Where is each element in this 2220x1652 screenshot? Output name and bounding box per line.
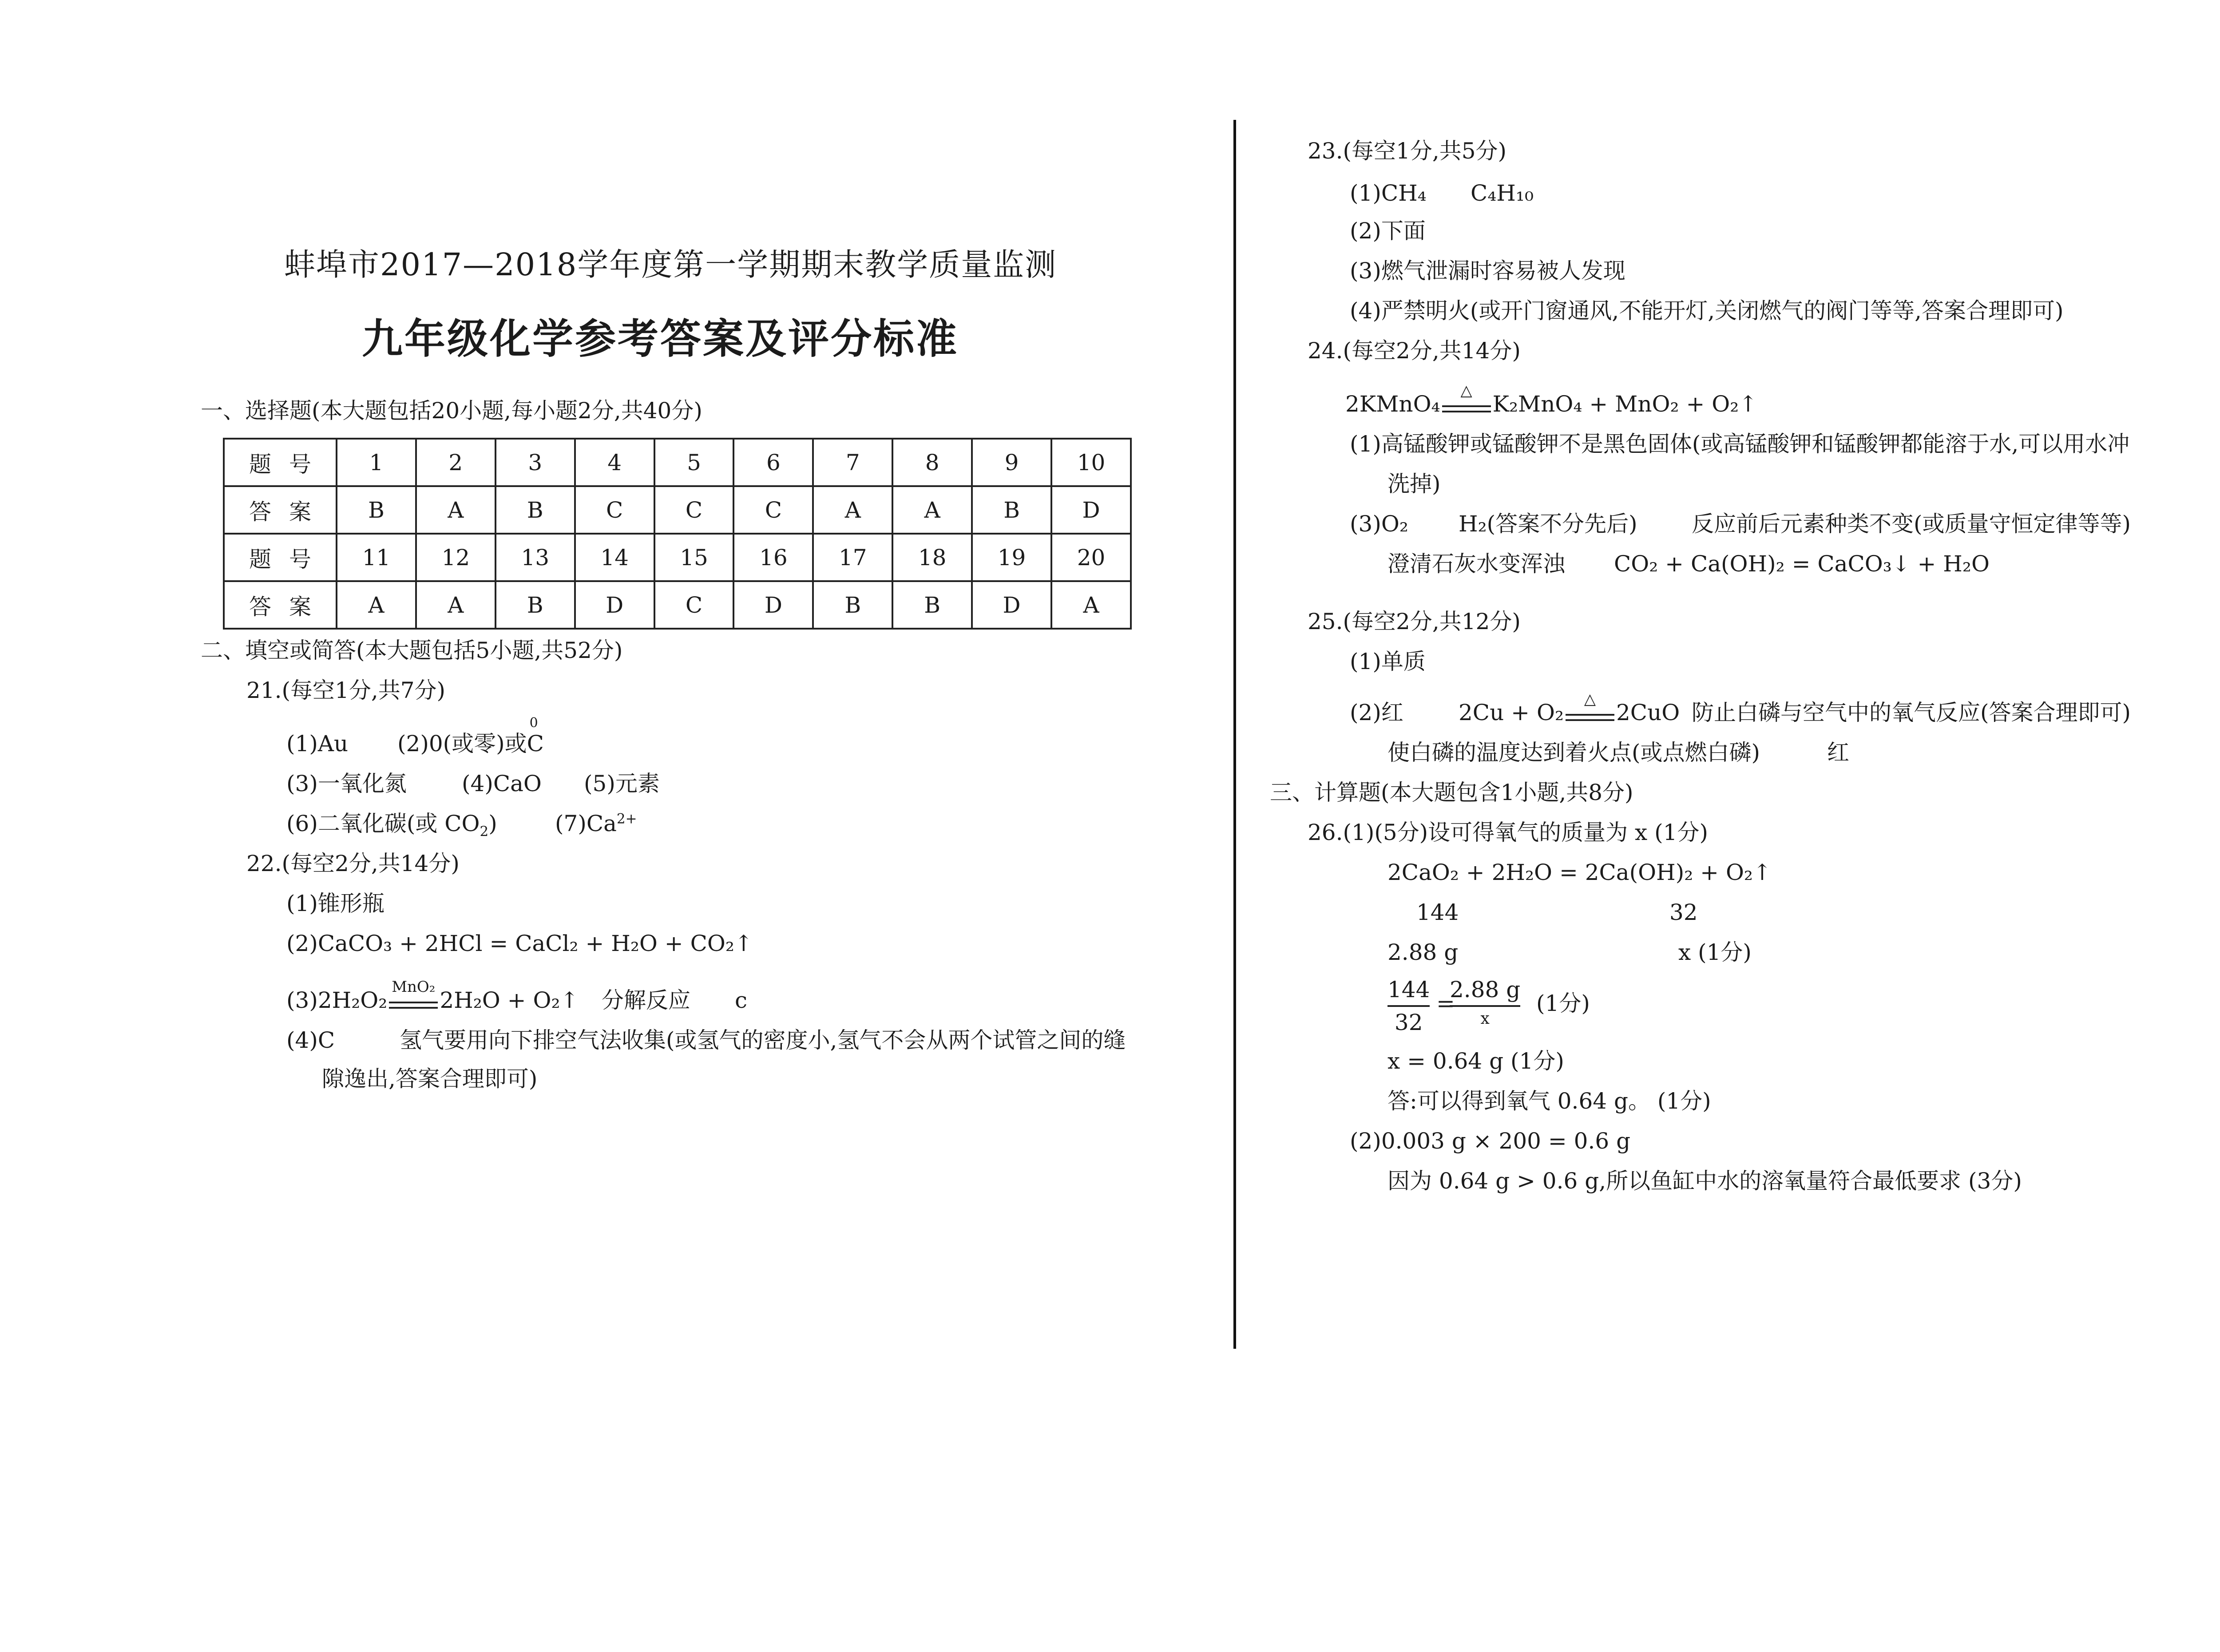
table-cell: A — [337, 581, 416, 629]
fraction-numerator: 144 — [1388, 977, 1430, 1002]
table-cell: A — [416, 486, 496, 534]
table-cell: A — [813, 486, 892, 534]
q26-result: x = 0.64 g (1分) — [1388, 1048, 1564, 1074]
table-cell: 13 — [496, 534, 575, 581]
q26-fraction-equals: = — [1436, 990, 1455, 1016]
q23-answer-4: (4)严禁明火(或开门窗通风,不能开灯,关闭燃气的阀门等等,答案合理即可) — [1350, 298, 2064, 324]
table-cell: C — [733, 486, 813, 534]
q26-part-2-conclusion: 因为 0.64 g > 0.6 g,所以鱼缸中水的溶氧量符合最低要求 (3分) — [1388, 1168, 2022, 1194]
q26-mass-1: 144 — [1416, 899, 1459, 925]
q25-heading: 25.(每空2分,共12分) — [1308, 609, 1521, 634]
q21-answer-1: (1)Au — [286, 731, 349, 757]
q22-reaction-type: 分解反应 — [602, 987, 690, 1013]
q23-answer-1b: C₄H₁₀ — [1471, 180, 1534, 206]
fraction-denominator: x — [1480, 1010, 1490, 1028]
fraction-numerator: 2.88 g — [1450, 977, 1521, 1002]
q26-mass-2: 32 — [1669, 899, 1698, 925]
q22-answer-4a: (4)C — [286, 1027, 335, 1053]
table-cell: B — [972, 486, 1051, 534]
valence-mark: 0 — [529, 715, 538, 731]
q21-answer-5: (5)元素 — [584, 771, 660, 796]
q24-heading: 24.(每空2分,共14分) — [1308, 338, 1521, 364]
q21-answer-2 — [397, 715, 544, 757]
table-cell: C — [575, 486, 654, 534]
table-cell: 3 — [496, 439, 575, 486]
q24-answer-4a: 澄清石灰水变浑浊 — [1388, 551, 1565, 577]
q22-answer-1: (1)锥形瓶 — [286, 891, 385, 916]
q22-answer-2: (2)CaCO₃ + 2HCl = CaCl₂ + H₂O + CO₂↑ — [286, 931, 753, 956]
table-cell: B — [813, 581, 892, 629]
q21-answer-7-text: (7)Ca — [555, 811, 617, 836]
q23-answer-3: (3)燃气泄漏时容易被人发现 — [1350, 258, 1625, 284]
table-cell: 1 — [337, 439, 416, 486]
table-cell: 2 — [416, 439, 496, 486]
table-cell: 7 — [813, 439, 892, 486]
q26-fraction-1 — [1388, 977, 1430, 1035]
q23-answer-1a: (1)CH₄ — [1350, 180, 1427, 206]
q24-eq-rhs: K₂MnO₄ + MnO₂ + O₂↑ — [1492, 391, 1758, 417]
q25-eq-rhs: 2CuO — [1616, 700, 1680, 725]
carbon-letter: C — [527, 731, 544, 757]
q21-heading: 21.(每空1分,共7分) — [246, 677, 446, 703]
q26-answer: 答:可以得到氧气 0.64 g。 (1分) — [1388, 1088, 1711, 1114]
reaction-arrow — [1442, 382, 1491, 417]
table-cell: 14 — [575, 534, 654, 581]
superscript: 2+ — [616, 811, 637, 827]
section2-heading: 二、填空或简答(本大题包括5小题,共52分) — [201, 638, 623, 663]
q26-fraction-score: (1分) — [1536, 990, 1590, 1016]
q26-mass-3: 2.88 g — [1388, 939, 1459, 965]
document-title: 九年级化学参考答案及评分标准 — [362, 315, 959, 363]
q26-fraction-2 — [1450, 977, 1520, 1028]
row-label-answer: 答案 — [224, 486, 337, 534]
table-cell: D — [733, 581, 813, 629]
q25-answer-3a: 使白磷的温度达到着火点(或点燃白磷) — [1388, 740, 1760, 765]
q21-answer-6-text: (6)二氧化碳(或 CO — [286, 811, 480, 836]
q25-answer-1: (1)单质 — [1350, 649, 1426, 674]
table-cell: 9 — [972, 439, 1051, 486]
table-cell: B — [496, 486, 575, 534]
table-cell: A — [1051, 581, 1131, 629]
table-row — [224, 486, 1131, 534]
q26-part-2: (2)0.003 g × 200 = 0.6 g — [1350, 1128, 1631, 1154]
q24-eq-lhs: 2KMnO₄ — [1345, 391, 1440, 417]
q24-answer-3c: 反应前后元素种类不变(或质量守恒定律等等) — [1692, 511, 2131, 537]
q22-eq-lhs: (3)2H₂O₂ — [286, 987, 388, 1013]
reaction-arrow — [1566, 690, 1614, 725]
fraction-denominator: 32 — [1394, 1010, 1423, 1035]
carbon-symbol — [527, 715, 544, 757]
heat-symbol: △ — [1584, 690, 1596, 708]
q26-mass-4: x (1分) — [1678, 939, 1752, 965]
q24-answer-1b: 洗掉) — [1388, 471, 1441, 497]
document-subtitle: 蚌埠市2017—2018学年度第一学期期末教学质量监测 — [284, 246, 1057, 283]
q25-equation — [1459, 690, 1680, 725]
q24-answer-4b: CO₂ + Ca(OH)₂ = CaCO₃↓ + H₂O — [1614, 551, 1990, 577]
table-cell: 6 — [733, 439, 813, 486]
q24-answer-1: (1)高锰酸钾或锰酸钾不是黑色固体(或高锰酸钾和锰酸钾都能溶于水,可以用水冲 — [1350, 431, 2130, 457]
table-row — [224, 581, 1131, 629]
q25-answer-2c: 防止白磷与空气中的氧气反应(答案合理即可) — [1692, 700, 2131, 725]
table-cell: 12 — [416, 534, 496, 581]
heat-symbol: △ — [1460, 382, 1472, 400]
q24-answer-3b: H₂(答案不分先后) — [1459, 511, 1637, 537]
table-cell: D — [1051, 486, 1131, 534]
table-row — [224, 534, 1131, 581]
table-cell: 20 — [1051, 534, 1131, 581]
row-label-answer: 答案 — [224, 581, 337, 629]
row-label-question: 题号 — [224, 439, 337, 486]
q22-heading: 22.(每空2分,共14分) — [246, 851, 460, 876]
table-cell: 4 — [575, 439, 654, 486]
q22-answer-4b: 氢气要用向下排空气法收集(或氢气的密度小,氢气不会从两个试管之间的缝 — [400, 1027, 1126, 1053]
table-cell: B — [496, 581, 575, 629]
reaction-condition: MnO₂ — [392, 978, 436, 996]
section1-heading: 一、选择题(本大题包括20小题,每小题2分,共40分) — [201, 398, 702, 424]
reaction-arrow — [389, 978, 438, 1013]
center-divider — [1233, 120, 1236, 1349]
subscript: 2 — [480, 824, 489, 840]
q23-answer-2: (2)下面 — [1350, 218, 1426, 244]
table-cell: 11 — [337, 534, 416, 581]
q22-answer-4c: 隙逸出,答案合理即可) — [322, 1066, 538, 1092]
table-cell: A — [892, 486, 972, 534]
q24-equation — [1345, 382, 1758, 417]
q26-heading: 26.(1)(5分)设可得氧气的质量为 x (1分) — [1308, 820, 1708, 845]
table-cell: A — [416, 581, 496, 629]
table-cell: 18 — [892, 534, 972, 581]
row-label-question: 题号 — [224, 534, 337, 581]
section3-heading: 三、计算题(本大题包含1小题,共8分) — [1270, 780, 1633, 805]
table-cell: 19 — [972, 534, 1051, 581]
q25-answer-2a: (2)红 — [1350, 700, 1403, 725]
q21-answer-6-end: ) — [488, 811, 497, 836]
table-cell: C — [654, 581, 734, 629]
table-cell: B — [337, 486, 416, 534]
table-cell: 16 — [733, 534, 813, 581]
q23-heading: 23.(每空1分,共5分) — [1308, 138, 1507, 164]
q21-answer-7 — [555, 812, 637, 835]
table-row — [224, 439, 1131, 486]
q21-answer-6 — [286, 811, 497, 840]
q22-answer-3 — [286, 978, 579, 1013]
q26-equation: 2CaO₂ + 2H₂O = 2Ca(OH)₂ + O₂↑ — [1388, 860, 1772, 885]
table-cell: 5 — [654, 439, 734, 486]
table-cell: D — [575, 581, 654, 629]
q22-eq-rhs: 2H₂O + O₂↑ — [440, 987, 579, 1013]
table-cell: 17 — [813, 534, 892, 581]
table-cell: C — [654, 486, 734, 534]
q21-answer-4: (4)CaO — [462, 771, 542, 796]
table-cell: 15 — [654, 534, 734, 581]
q24-answer-3a: (3)O₂ — [1350, 511, 1408, 537]
q21-answer-3: (3)一氧化氮 — [286, 771, 407, 796]
table-cell: 8 — [892, 439, 972, 486]
q22-answer-c: c — [735, 987, 748, 1013]
table-cell: D — [972, 581, 1051, 629]
table-cell: 10 — [1051, 439, 1131, 486]
answer-table — [223, 438, 1132, 630]
table-cell: B — [892, 581, 972, 629]
q25-eq-lhs: 2Cu + O₂ — [1459, 700, 1564, 725]
q21-answer-2-text: (2)0(或零)或 — [397, 731, 527, 757]
q25-answer-3b: 红 — [1827, 740, 1849, 765]
